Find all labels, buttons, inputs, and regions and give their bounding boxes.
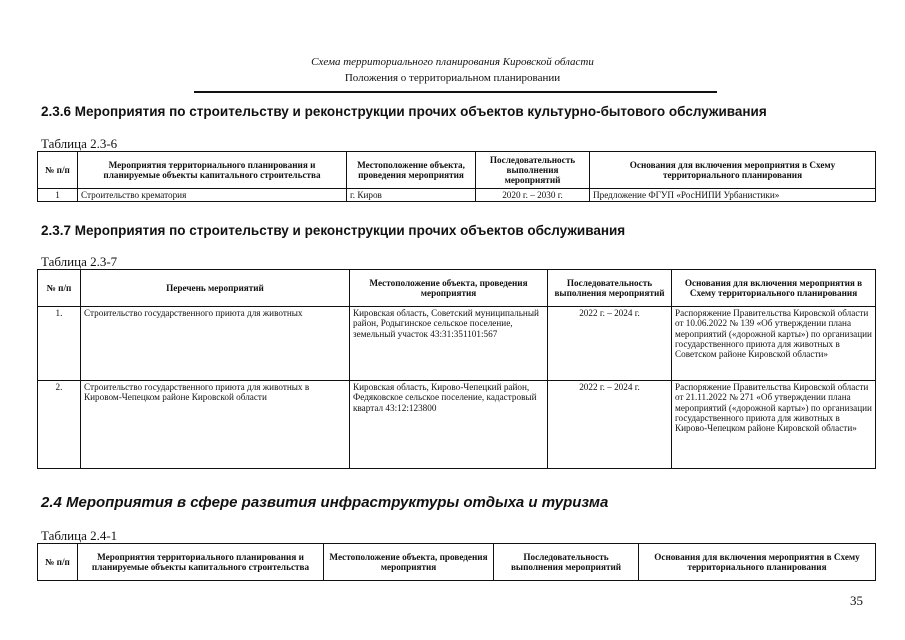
- table-cell: 2020 г. – 2030 г.: [476, 189, 590, 202]
- section-title-2-3-7: 2.3.7 Мероприятия по строительству и реконструкции прочих объектов обслуживания: [41, 223, 626, 238]
- column-header: № п/п: [38, 270, 81, 307]
- column-header: Основания для включения мероприятия в Схему территориального планирования: [639, 544, 876, 581]
- column-header: Местоположение объекта, проведения мероприятия: [350, 270, 548, 307]
- table-cell: 1: [38, 189, 78, 202]
- table-row: [38, 307, 876, 381]
- table-caption-2-3-7: Таблица 2.3-7: [41, 254, 118, 269]
- table-caption-2-3-6: Таблица 2.3-6: [41, 136, 118, 151]
- column-header: Последовательность выполнения мероприятий: [494, 544, 639, 581]
- document-header-subtitle: Положения о территориальном планировании: [344, 72, 561, 84]
- table-cell: Кировская область, Кирово-Чепецкий район, Федяковское сельское поселение, кадастровый квартал 43:12:123800: [350, 381, 548, 469]
- table-header-row: [38, 152, 876, 189]
- column-header: Местоположение объекта, проведения мероприятия: [347, 152, 476, 189]
- table-cell: г. Киров: [347, 189, 476, 202]
- column-header: Основания для включения мероприятия в Схему территориального планирования: [590, 152, 876, 189]
- column-header: Основания для включения мероприятия в Схему территориального планирования: [672, 270, 876, 307]
- table-header-row: [38, 270, 876, 307]
- column-header: Последовательность выполнения мероприятий: [476, 152, 590, 189]
- section-title-2-3-6: 2.3.6 Мероприятия по строительству и реконструкции прочих объектов культурно-бытового обслуживания: [41, 104, 767, 119]
- table-cell: Строительство государственного приюта для животных: [81, 307, 350, 381]
- table-cell: 1.: [38, 307, 81, 381]
- table-cell: Распоряжение Правительства Кировской области от 21.11.2022 № 271 «Об утверждении плана мероприятий («дорожной карты») по организации государственного приюта для животных в Кирово-Чепецком районе Кировской области»: [672, 381, 876, 469]
- table-row: [38, 189, 876, 202]
- table-cell: 2022 г. – 2024 г.: [548, 381, 672, 469]
- table-cell: Строительство крематория: [78, 189, 347, 202]
- table-cell: 2.: [38, 381, 81, 469]
- section-title-2-4: 2.4 Мероприятия в сфере развития инфраструктуры отдыха и туризма: [41, 494, 609, 511]
- table-cell: Распоряжение Правительства Кировской области от 10.06.2022 № 139 «Об утверждении плана мероприятий («дорожной карты») по организации государственного приюта для животных в Советском районе Кировской области»: [672, 307, 876, 381]
- page-number: 35: [850, 593, 863, 608]
- column-header: Мероприятия территориального планирования и планируемые объекты капитального строительства: [78, 152, 347, 189]
- document-header-title: Схема территориального планирования Кировской области: [311, 56, 594, 68]
- column-header: Последовательность выполнения мероприятий: [548, 270, 672, 307]
- table-2-3-7: [37, 269, 876, 469]
- column-header: Мероприятия территориального планирования и планируемые объекты капитального строительства: [78, 544, 324, 581]
- table-cell: 2022 г. – 2024 г.: [548, 307, 672, 381]
- table-cell: Кировская область, Советский муниципальный район, Родыгинское сельское поселение, земельный участок 43:31:351101:567: [350, 307, 548, 381]
- header-rule: [194, 91, 717, 93]
- column-header: Перечень мероприятий: [81, 270, 350, 307]
- table-2-3-6: [37, 151, 876, 202]
- table-2-4-1: [37, 543, 876, 581]
- table-row: [38, 381, 876, 469]
- table-caption-2-4-1: Таблица 2.4-1: [41, 528, 118, 543]
- column-header: № п/п: [38, 152, 78, 189]
- table-cell: Предложение ФГУП «РосНИПИ Урбанистики»: [590, 189, 876, 202]
- column-header: № п/п: [38, 544, 78, 581]
- table-cell: Строительство государственного приюта для животных в Кировом-Чепецком районе Кировской области: [81, 381, 350, 469]
- table-header-row: [38, 544, 876, 581]
- column-header: Местоположение объекта, проведения мероприятия: [324, 544, 494, 581]
